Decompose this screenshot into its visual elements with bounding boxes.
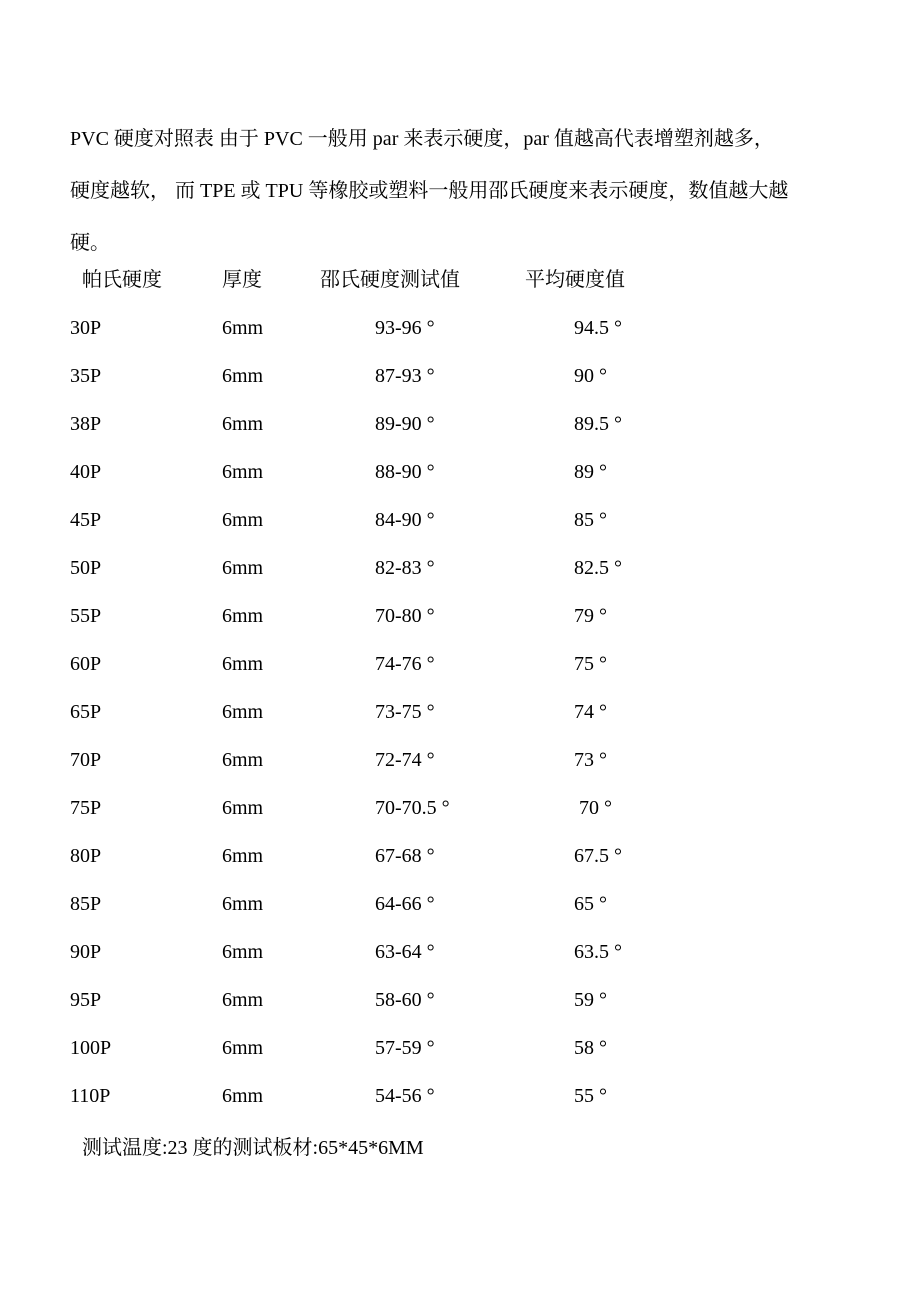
cell-thickness: 6mm [222, 605, 264, 627]
table-row [0, 458, 920, 486]
cell-thickness: 6mm [222, 893, 264, 915]
table-row [0, 842, 920, 870]
cell-average: 74 ° [574, 701, 607, 723]
cell-average: 89 ° [574, 461, 607, 483]
cell-thickness: 6mm [222, 749, 264, 771]
cell-range: 57-59 ° [375, 1037, 435, 1059]
cell-average: 79 ° [574, 605, 607, 627]
cell-range: 67-68 ° [375, 845, 435, 867]
cell-range: 64-66 ° [375, 893, 435, 915]
cell-average: 89.5 ° [574, 413, 622, 435]
header-grade: 帕氏硬度 [82, 269, 162, 291]
table-row [0, 794, 920, 822]
cell-thickness: 6mm [222, 653, 264, 675]
cell-average: 58 ° [574, 1037, 607, 1059]
cell-grade: 35P [70, 365, 102, 387]
cell-range: 70-70.5 ° [375, 797, 450, 819]
cell-grade: 50P [70, 557, 102, 579]
table-row [0, 986, 920, 1014]
cell-range: 73-75 ° [375, 701, 435, 723]
cell-average: 73 ° [574, 749, 607, 771]
cell-thickness: 6mm [222, 413, 264, 435]
cell-range: 88-90 ° [375, 461, 435, 483]
test-conditions-note: 测试温度:23 度的测试板材:65*45*6MM [82, 1137, 424, 1159]
cell-average: 67.5 ° [574, 845, 622, 867]
cell-grade: 60P [70, 653, 102, 675]
cell-thickness: 6mm [222, 557, 264, 579]
cell-grade: 90P [70, 941, 102, 963]
cell-thickness: 6mm [222, 1037, 264, 1059]
table-row [0, 362, 920, 390]
cell-range: 72-74 ° [375, 749, 435, 771]
header-thickness: 厚度 [222, 269, 262, 291]
cell-range: 87-93 ° [375, 365, 435, 387]
cell-range: 74-76 ° [375, 653, 435, 675]
cell-thickness: 6mm [222, 509, 264, 531]
cell-grade: 40P [70, 461, 102, 483]
table-row [0, 938, 920, 966]
cell-average: 70 ° [574, 797, 612, 819]
cell-thickness: 6mm [222, 941, 264, 963]
table-row [0, 602, 920, 630]
intro-line-1: PVC 硬度对照表 由于 PVC 一般用 par 来表示硬度，par 值越高代表增塑剂越多， [70, 128, 774, 150]
table-row [0, 890, 920, 918]
cell-thickness: 6mm [222, 701, 264, 723]
table-row [0, 1082, 920, 1110]
cell-range: 70-80 ° [375, 605, 435, 627]
cell-average: 85 ° [574, 509, 607, 531]
cell-grade: 65P [70, 701, 102, 723]
cell-range: 54-56 ° [375, 1085, 435, 1107]
cell-thickness: 6mm [222, 797, 264, 819]
cell-thickness: 6mm [222, 989, 264, 1011]
intro-paragraph [70, 113, 860, 269]
cell-average: 55 ° [574, 1085, 607, 1107]
intro-line-3: 硬。 [70, 232, 110, 254]
cell-thickness: 6mm [222, 461, 264, 483]
cell-thickness: 6mm [222, 845, 264, 867]
cell-range: 58-60 ° [375, 989, 435, 1011]
table-row [0, 506, 920, 534]
cell-average: 63.5 ° [574, 941, 622, 963]
cell-range: 89-90 ° [375, 413, 435, 435]
cell-grade: 30P [70, 317, 102, 339]
cell-average: 90 ° [574, 365, 607, 387]
table-row [0, 314, 920, 342]
cell-grade: 80P [70, 845, 102, 867]
table-row [0, 410, 920, 438]
cell-range: 84-90 ° [375, 509, 435, 531]
table-row [0, 554, 920, 582]
header-range: 邵氏硬度测试值 [320, 269, 460, 291]
cell-thickness: 6mm [222, 1085, 264, 1107]
cell-average: 59 ° [574, 989, 607, 1011]
cell-average: 82.5 ° [574, 557, 622, 579]
cell-grade: 55P [70, 605, 102, 627]
cell-grade: 100P [70, 1037, 112, 1059]
intro-line-2: 硬度越软， 而 TPE 或 TPU 等橡胶或塑料一般用邵氏硬度来表示硬度，数值越大越 [70, 180, 789, 202]
table-row [0, 650, 920, 678]
cell-range: 63-64 ° [375, 941, 435, 963]
cell-grade: 95P [70, 989, 102, 1011]
cell-average: 94.5 ° [574, 317, 622, 339]
cell-grade: 45P [70, 509, 102, 531]
header-average: 平均硬度值 [525, 269, 625, 291]
table-row [0, 1034, 920, 1062]
cell-range: 93-96 ° [375, 317, 435, 339]
cell-grade: 38P [70, 413, 102, 435]
table-header-row [0, 266, 920, 294]
cell-thickness: 6mm [222, 365, 264, 387]
cell-grade: 70P [70, 749, 102, 771]
cell-grade: 110P [70, 1085, 111, 1107]
table-row [0, 746, 920, 774]
cell-grade: 85P [70, 893, 102, 915]
cell-average: 75 ° [574, 653, 607, 675]
table-row [0, 698, 920, 726]
cell-average: 65 ° [574, 893, 607, 915]
cell-grade: 75P [70, 797, 102, 819]
cell-range: 82-83 ° [375, 557, 435, 579]
cell-thickness: 6mm [222, 317, 264, 339]
